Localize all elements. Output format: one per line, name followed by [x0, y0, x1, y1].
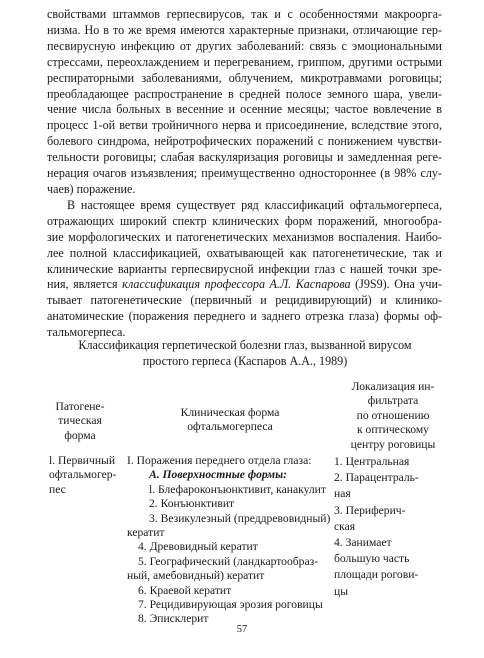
text-fragment: ния, является: [47, 277, 123, 292]
header-line: по отношению: [356, 408, 430, 422]
clinical-form-item: кератит: [127, 526, 165, 540]
clinical-form-item: 5. Географический (ландкартообраз-: [138, 554, 319, 568]
cell-line: цы: [334, 584, 348, 598]
text-line: чаев) поражение.: [47, 181, 136, 196]
header-pathogenetic-form: [44, 400, 116, 443]
clinical-form-list: [127, 483, 332, 627]
text-line: низма. Но в то же время имеются характерные признаки, отличающие гер-: [47, 22, 442, 37]
header-line: Клиническая форма: [180, 406, 280, 419]
cell-line: 3. Периферич-: [334, 503, 406, 517]
header-line: офтальмогерпеса: [187, 420, 273, 434]
cell-line: большую часть: [334, 552, 410, 566]
cell-line: 1. Центральная: [334, 455, 410, 468]
cell-clinical-forms: [127, 454, 332, 627]
text-line: болевого синдрома, нейротрофических поражений с понижением чувстви-: [47, 134, 442, 149]
header-localization: [332, 380, 454, 452]
cell-line: ская: [334, 519, 356, 533]
clinical-form-item: 2. Конъюнктивит: [149, 497, 235, 511]
clinical-form-item: 6. Краевой кератит: [138, 583, 232, 597]
header-line: тическая: [58, 414, 102, 428]
text-line: свойствами штаммов герпесвирусов, так и с особенностями макроорга-: [47, 7, 442, 21]
cell-localization: [334, 454, 444, 600]
clinical-form-item: 8. Эписклерит: [138, 612, 209, 626]
section-heading: I. Поражения переднего отдела глаза:: [127, 454, 312, 467]
clinical-form-item: l. Блефароконъюнктивит, канакулит: [149, 482, 326, 496]
text-line: лее полной классификацией, охватывающей как патогенетические, так и: [47, 245, 442, 260]
header-line: Патогене-: [55, 400, 105, 413]
emphasized-citation: классификация профессора А.Л. Каспарова: [122, 277, 351, 292]
subsection-heading: А. Поверхностные формы:: [149, 468, 287, 482]
text-line: нерация очагов изъязвления; преимущественно одностороннее (в 98% слу-: [47, 166, 442, 181]
cell-line: 4. Занимает: [334, 536, 392, 550]
caption-line: Классификация герпетической болезни глаз, вызванной вирусом: [78, 338, 412, 352]
text-line: процесс 1-ой ветви тройничного нерва и присоединение, вследствие этого,: [47, 118, 442, 133]
text-line: зие морфологических и патогенетических механизмов воспаления. Наибо-: [47, 229, 442, 244]
text-line: анатомические (поражения переднего и заднего отрезка глаза) формы оф-: [47, 309, 442, 324]
clinical-form-item: ный, амебовидный) кератит: [127, 569, 265, 583]
clinical-form-item: 3. Везикулезный (преддревовидный): [149, 511, 331, 525]
text-line: стрессами, переохлаждением и перегреванием, гриппом, другими острыми: [47, 54, 442, 69]
text-line: В настоящее время существует ряд классификаций офтальмогерпеса,: [67, 197, 442, 212]
cell-line: офтальмогер-: [49, 468, 117, 482]
text-line: отражающих широкий спектр клинических форм поражений, многообра-: [47, 213, 442, 228]
text-line: чение числа больных в весенние и осенние месяцы; частое вовлечение в: [47, 102, 442, 117]
header-line: к оптическому: [357, 423, 429, 437]
text-line: клинические варианты герпесвирусной инфекции глаз с нашей точки зре-: [47, 261, 442, 276]
header-clinical-form: [140, 406, 320, 435]
header-line: фильтрата: [367, 394, 419, 408]
clinical-form-item: 7. Рецидивирующая эрозия роговицы: [138, 598, 323, 612]
text-line: преобладающее распространение в средней полосе земного шара, увели-: [47, 86, 442, 101]
cell-pathogenetic-form: [49, 454, 129, 497]
cell-line: l. Первичный: [49, 454, 116, 467]
text-line: респираторными заболеваниями, облучением, микротравмами роговицы;: [47, 70, 442, 85]
text-line: тельности роговицы; слабая васкуляризация роговицы и замедленная реге-: [47, 150, 442, 165]
cell-line: пес: [49, 482, 66, 496]
caption-line: простого герпеса (Каспаров А.А., 1989): [142, 353, 348, 368]
cell-line: 2. Парацентраль-: [334, 471, 419, 485]
text-line: тальмогерпеса.: [47, 325, 126, 340]
cell-line: ная: [334, 487, 351, 501]
header-line: форма: [64, 428, 96, 442]
header-line: центру роговицы: [350, 437, 436, 451]
clinical-form-item: 4. Древовидный кератит: [138, 540, 258, 554]
text-line: тывает патогенетические (первичный и рецидивирующий) и клинико-: [47, 293, 442, 308]
header-line: Локализация ин-: [351, 380, 435, 393]
text-line: песвирусную инфекцию от других заболеваний: связь с эмоциональными: [47, 38, 442, 53]
cell-line: площади рогови-: [334, 568, 419, 582]
page-number: 57: [236, 624, 248, 635]
text-fragment: (J9S9). Она учи-: [350, 277, 442, 292]
